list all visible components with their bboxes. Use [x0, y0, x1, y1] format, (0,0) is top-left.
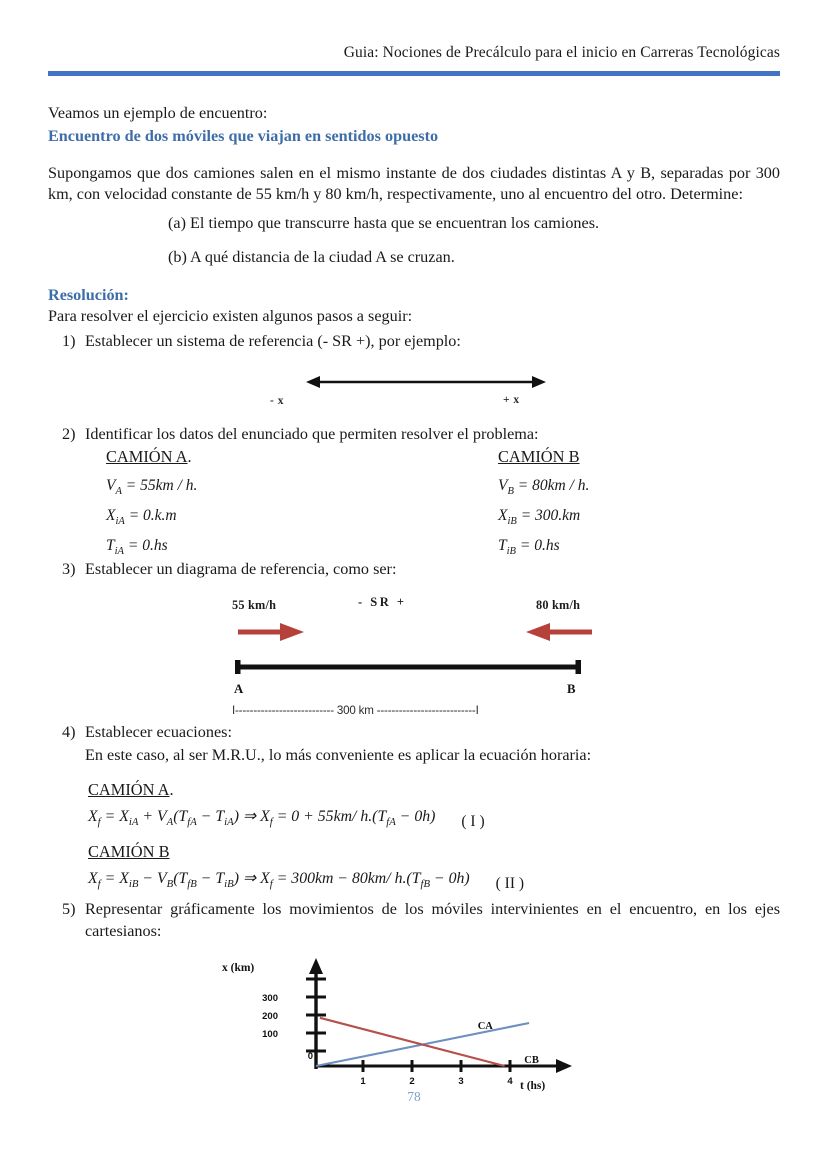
- spacer: [48, 234, 780, 246]
- equation-a-heading-text: CAMIÓN A: [88, 780, 170, 799]
- city-a-label: A: [234, 682, 244, 696]
- symbol: X: [498, 507, 508, 525]
- question-item-a: (a) El tiempo que transcurre hasta que se encuentran los camiones.: [168, 213, 600, 232]
- step-2-text: Identificar los datos del enunciado que permiten resolver el problema:: [85, 425, 539, 443]
- resolution-intro: Para resolver el ejercicio existen algunos pasos a seguir:: [48, 306, 413, 325]
- step-2-number: 2): [62, 425, 76, 443]
- symbol: X: [106, 507, 116, 525]
- value: 300.km: [535, 507, 581, 525]
- value: 0.hs: [534, 537, 560, 555]
- equation-b-heading: [88, 842, 780, 862]
- chart-xtick-4: 4: [507, 1076, 513, 1088]
- symbol: T: [498, 537, 507, 555]
- section-heading: Encuentro de dos móviles que viajan en sentidos opuesto: [48, 126, 439, 145]
- step-4-subtext: En este caso, al ser M.R.U., lo más conveniente es aplicar la ecuación horaria:: [85, 746, 592, 764]
- truck-data-columns: [48, 447, 780, 558]
- equals: =: [125, 477, 137, 494]
- arrow-left-icon: [526, 623, 592, 641]
- step-3-number: 3): [62, 560, 76, 578]
- equals: =: [519, 537, 531, 555]
- chart-ytick-0: 0: [307, 1051, 313, 1063]
- equation-b-heading-text: CAMIÓN B: [88, 842, 170, 862]
- intro-lead: Veamos un ejemplo de encuentro:: [48, 104, 268, 122]
- speed-label-right: 80 km/h: [536, 598, 581, 612]
- equation-a-row: [88, 806, 780, 828]
- equation-block-a: [48, 780, 780, 828]
- speed-label-left: 55 km/h: [232, 598, 277, 612]
- equation-a-heading: [88, 780, 780, 800]
- equation-block-b: [48, 842, 780, 893]
- question-item-b: (b) A qué distancia de la ciudad A se cruzan.: [168, 247, 455, 266]
- chart-annotation-ca: CA: [477, 1021, 493, 1033]
- equation-a-formula: $X_f = X_{iA} + V_A(T_{fA} - T_{iA})$ ⇒ $X_f = 0 + 55km/$ $h.(T_{fA} - 0h)$: [88, 808, 440, 829]
- header-rule: [48, 71, 780, 76]
- page-header: [48, 44, 780, 76]
- road-reference-diagram: [48, 590, 780, 718]
- subscript: iA: [114, 546, 124, 558]
- equation-a-tag: ( I ): [461, 813, 485, 830]
- arrow-right-icon: [238, 623, 304, 641]
- axis-positive-label: + x: [503, 394, 520, 406]
- truck-b-title: [498, 447, 589, 467]
- truck-b-initial-time: [498, 537, 589, 557]
- truck-a-title-suffix: .: [187, 447, 192, 466]
- truck-a-title: [106, 447, 197, 467]
- step-4: [48, 721, 780, 766]
- sr-label: - SR +: [358, 595, 407, 609]
- truck-a-data: [106, 447, 197, 557]
- truck-a-initial-time: [106, 537, 197, 557]
- step-5: [48, 898, 780, 942]
- step-3-text: Establecer un diagrama de referencia, como ser:: [85, 560, 397, 578]
- city-b-label: B: [567, 682, 576, 696]
- value: 0.k.m: [143, 507, 177, 525]
- step-4-text: Establecer ecuaciones:: [85, 723, 232, 741]
- equals: =: [127, 537, 139, 555]
- value: 55km / h.: [140, 477, 198, 494]
- chart-annotation-cb: CB: [524, 1055, 539, 1067]
- double-arrow-icon: [306, 372, 546, 392]
- truck-a-title-text: CAMIÓN A: [106, 447, 188, 466]
- step-3: [48, 558, 780, 580]
- subscript: iB: [507, 516, 517, 528]
- distance-bar: [233, 658, 583, 676]
- axis-negative-label: - x: [270, 395, 284, 407]
- truck-a-initial-position: [106, 507, 197, 527]
- step-5-number: 5): [62, 900, 76, 919]
- spacer: [48, 147, 780, 163]
- truck-a-velocity: [106, 477, 197, 497]
- page-number: 78: [407, 1089, 421, 1104]
- equals: =: [520, 507, 532, 525]
- page-content: [48, 103, 780, 1096]
- subscript: A: [115, 486, 122, 498]
- step-4-number: 4): [62, 723, 76, 741]
- position-time-chart: [48, 956, 780, 1096]
- equation-b-tag: ( II ): [495, 875, 525, 893]
- equals: =: [128, 507, 140, 525]
- subscript: iB: [506, 546, 516, 558]
- chart-ytick-300: 300: [262, 993, 278, 1005]
- step-1-text: Establecer un sistema de referencia (- SR +), por ejemplo:: [85, 332, 461, 350]
- symbol: V: [106, 477, 116, 494]
- equals: =: [517, 477, 529, 494]
- header-title: Guia: Nociones de Precálculo para el inicio en Carreras Tecnológicas: [343, 44, 780, 61]
- equation-b-formula: $X_f = X_{iB} - V_B(T_{fB} - T_{iB})$ ⇒ $X_f = 300km - 80km/$ $h.(T_{fB} - 0h)$: [88, 870, 474, 891]
- step-1-number: 1): [62, 332, 76, 350]
- step-2: [48, 423, 780, 445]
- spacer: [48, 268, 780, 284]
- truck-b-title-text: CAMIÓN B: [498, 447, 580, 466]
- chart-xtick-2: 2: [409, 1076, 415, 1088]
- step-5-text: Representar gráficamente los movimientos de los móviles intervinientes en el encuentro, en los ejes cartesianos:: [85, 900, 780, 941]
- chart-ytick-200: 200: [262, 1011, 278, 1023]
- truck-b-data: [498, 447, 589, 557]
- truck-b-initial-position: [498, 507, 589, 527]
- subscript: B: [507, 486, 514, 498]
- reference-axis-diagram: [48, 368, 780, 420]
- chart-svg: [220, 956, 580, 1094]
- resolution-label: Resolución:: [48, 285, 129, 304]
- value: 0.hs: [142, 537, 168, 555]
- truck-b-velocity: [498, 477, 589, 497]
- equation-a-heading-suffix: .: [169, 780, 174, 799]
- subscript: iA: [115, 516, 125, 528]
- value: 80km / h.: [532, 477, 590, 494]
- chart-y-axis-label: x (km): [222, 962, 255, 975]
- distance-measure-label: I--------------------------- 300 km ---------------------------I: [232, 704, 479, 717]
- step-1: [48, 330, 780, 352]
- chart-xtick-1: 1: [360, 1076, 366, 1088]
- symbol: V: [498, 477, 508, 494]
- page-footer: [0, 1089, 828, 1105]
- equation-b-row: [88, 868, 780, 893]
- symbol: T: [106, 537, 115, 555]
- chart-ytick-100: 100: [262, 1029, 278, 1041]
- chart-xtick-3: 3: [458, 1076, 464, 1088]
- problem-statement: Supongamos que dos camiones salen en el mismo instante de dos ciudades distintas A y B, separadas por 300 km, con velocidad constante de 55 km/h y 80 km/h, respectivamente, uno al encuentro del otro. Determine:: [48, 163, 780, 203]
- chart-x-axis-label: t (hs): [520, 1080, 546, 1093]
